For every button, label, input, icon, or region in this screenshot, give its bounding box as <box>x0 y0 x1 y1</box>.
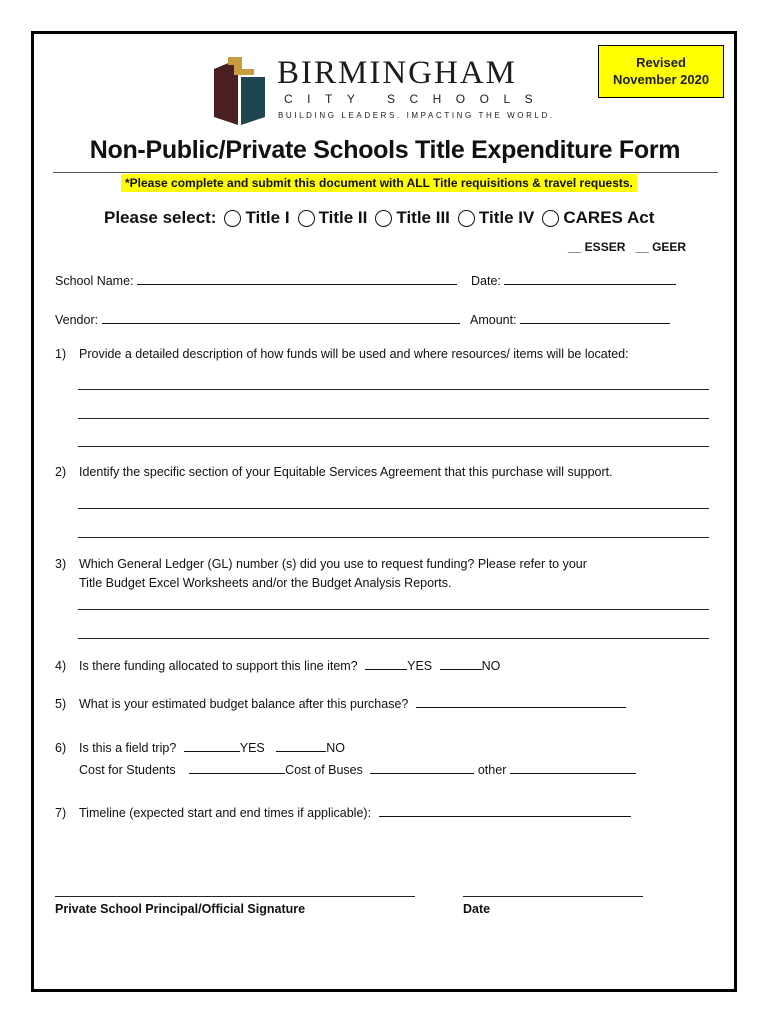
logo-name: BIRMINGHAM <box>277 55 518 91</box>
question-5-text: What is your estimated budget balance after this purchase? <box>79 697 409 711</box>
question-1: 1) Provide a detailed description of how funds will be used and where resources/ items will be located: <box>55 347 629 361</box>
esser-option[interactable]: __ ESSER <box>568 240 626 254</box>
option-title-i[interactable]: Title I <box>224 208 289 228</box>
school-logo-icon <box>212 55 267 127</box>
answer-line[interactable] <box>78 537 709 538</box>
no-label: NO <box>326 741 345 755</box>
radio-icon[interactable] <box>542 210 559 227</box>
question-3-text-continued: Title Budget Excel Worksheets and/or the Budget Analysis Reports. <box>79 576 452 590</box>
logo-tagline: BUILDING LEADERS. IMPACTING THE WORLD. <box>278 111 555 120</box>
question-3-text: Which General Ledger (GL) number (s) did you use to request funding? Please refer to your <box>79 557 587 571</box>
other-input[interactable] <box>510 762 636 774</box>
question-2-text: Identify the specific section of your Equitable Services Agreement that this purchase will support. <box>79 465 613 479</box>
yes-label: YES <box>239 741 265 755</box>
submission-notice: *Please complete and submit this document with ALL Title requisitions & travel requests. <box>121 174 637 192</box>
no-input[interactable] <box>440 658 482 670</box>
date-field <box>471 273 676 288</box>
question-7-text: Timeline (expected start and end times if applicable): <box>79 806 372 820</box>
option-title-ii[interactable]: Title II <box>298 208 368 228</box>
title-selection <box>104 208 662 228</box>
cost-students-input[interactable] <box>189 762 285 774</box>
cost-students-label: Cost for Students <box>79 763 176 777</box>
answer-line[interactable] <box>78 609 709 610</box>
signature-date-line[interactable] <box>463 896 643 897</box>
option-cares-act[interactable]: CARES Act <box>542 208 654 228</box>
title-divider <box>53 172 718 173</box>
vendor-input[interactable] <box>102 312 460 324</box>
form-title: Non-Public/Private Schools Title Expenditure Form <box>89 136 681 164</box>
logo-subname: CITY SCHOOLS <box>284 92 548 106</box>
option-title-iv[interactable]: Title IV <box>458 208 534 228</box>
date-input[interactable] <box>504 273 676 285</box>
question-2: 2) Identify the specific section of your Equitable Services Agreement that this purchase will support. <box>55 465 613 479</box>
amount-label: Amount: <box>470 313 517 327</box>
school-name-input[interactable] <box>137 273 457 285</box>
question-5: 5) What is your estimated budget balance after this purchase? <box>55 696 626 711</box>
signature-date-label: Date <box>463 902 491 916</box>
field-trip-costs <box>79 762 636 777</box>
budget-balance-input[interactable] <box>416 696 626 708</box>
answer-line[interactable] <box>78 508 709 509</box>
school-name-field <box>55 273 457 288</box>
question-4: 4) Is there funding allocated to support this line item? YES NO <box>55 659 501 673</box>
cost-buses-input[interactable] <box>370 762 474 774</box>
radio-icon[interactable] <box>224 210 241 227</box>
amount-input[interactable] <box>520 312 670 324</box>
answer-line[interactable] <box>78 389 709 390</box>
selection-label: Please select: <box>104 208 217 227</box>
other-label: other <box>477 763 507 777</box>
cares-sub-options <box>568 240 686 254</box>
radio-icon[interactable] <box>298 210 315 227</box>
answer-line[interactable] <box>78 638 709 639</box>
amount-field <box>470 312 670 327</box>
question-1-text: Provide a detailed description of how funds will be used and where resources/ items will be located: <box>79 347 629 361</box>
field-trip-no-input[interactable] <box>276 740 326 752</box>
question-6: 6) Is this a field trip? YES NO <box>55 741 345 755</box>
signature-line[interactable] <box>55 896 415 897</box>
cost-buses-label: Cost of Buses <box>285 763 363 777</box>
option-title-iii[interactable]: Title III <box>375 208 450 228</box>
revised-label: Revised <box>636 55 686 70</box>
vendor-field <box>55 312 460 327</box>
school-name-label: School Name: <box>55 274 134 288</box>
question-4-text: Is there funding allocated to support this line item? <box>79 659 358 673</box>
radio-icon[interactable] <box>458 210 475 227</box>
radio-icon[interactable] <box>375 210 392 227</box>
vendor-label: Vendor: <box>55 313 99 327</box>
answer-line[interactable] <box>78 418 709 419</box>
no-label: NO <box>481 659 501 673</box>
revised-badge <box>598 45 724 98</box>
field-trip-yes-input[interactable] <box>184 740 240 752</box>
timeline-input[interactable] <box>379 805 631 817</box>
answer-line[interactable] <box>78 446 709 447</box>
date-label: Date: <box>471 274 501 288</box>
yes-label: YES <box>407 659 433 673</box>
question-6-text: Is this a field trip? <box>79 741 177 755</box>
geer-option[interactable]: __ GEER <box>635 240 687 254</box>
principal-signature-label: Private School Principal/Official Signature <box>55 902 306 916</box>
question-3: 3) Which General Ledger (GL) number (s) did you use to request funding? Please refer to your <box>55 557 587 571</box>
yes-input[interactable] <box>365 658 407 670</box>
question-7: 7) Timeline (expected start and end times if applicable): <box>55 805 631 820</box>
revised-date: November 2020 <box>612 72 710 87</box>
